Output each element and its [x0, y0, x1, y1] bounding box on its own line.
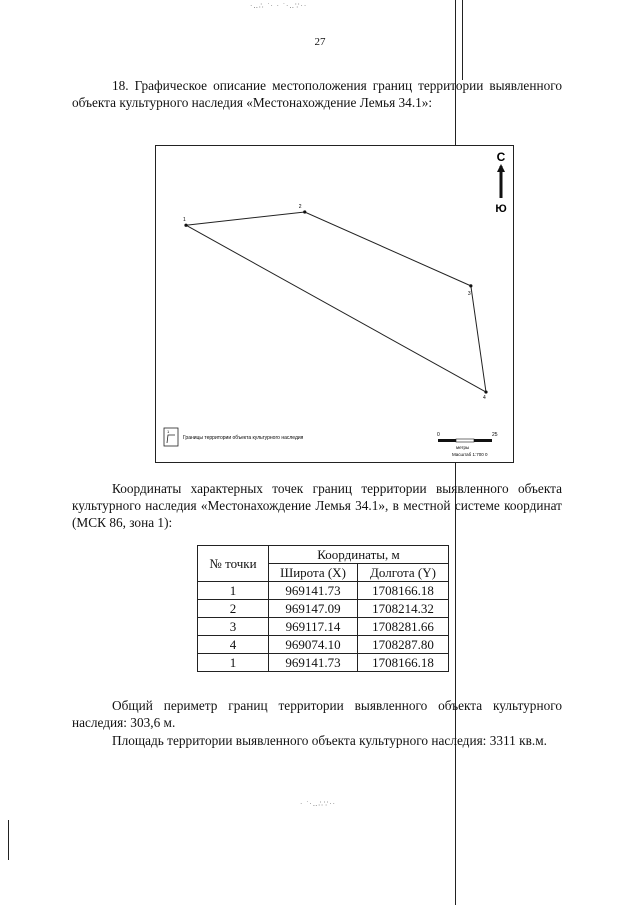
boundary-point-4: [484, 390, 487, 393]
boundary-point-1: [184, 224, 187, 227]
scale-bar: [437, 432, 498, 457]
cell-point: 3: [198, 618, 269, 636]
page-number: 27: [314, 36, 326, 48]
legend-text: Границы территории объекта культурного наследия: [183, 435, 304, 441]
cell-point: 2: [198, 600, 269, 618]
cell-y: 1708166.18: [358, 654, 449, 672]
cell-point: 1: [198, 582, 269, 600]
boundary-point-label-2: 2: [298, 204, 302, 210]
scale-text: Масштаб 1:700 0: [452, 452, 488, 457]
scale-start-label: 0: [437, 432, 440, 438]
boundary-point-3: [469, 284, 472, 287]
cell-point: 4: [198, 636, 269, 654]
legend-marker-label: 1: [167, 429, 170, 434]
table-row: [198, 600, 449, 618]
coords-intro: Координаты характерных точек границ территории выявленного объекта культурного наследия «Местонахождение Лемья 34.1», в местной системе координат (МСК 86, зона 1):: [72, 481, 562, 530]
cell-y: 1708214.32: [358, 600, 449, 618]
cell-x: 969141.73: [269, 582, 358, 600]
header-point: № точки: [198, 546, 269, 582]
boundary-point-label-3: 3: [467, 290, 471, 297]
table-row: [198, 654, 449, 672]
cell-x: 969141.73: [269, 654, 358, 672]
cell-y: 1708281.66: [358, 618, 449, 636]
table-row: [198, 582, 449, 600]
north-arrow: [495, 150, 506, 215]
boundary-point-label-4: 4: [483, 395, 486, 402]
area-text: Площадь территории выявленного объекта культурного наследия: 3311 кв.м.: [112, 733, 547, 748]
scale-unit-label: метры: [456, 445, 470, 450]
boundary-polygon: [186, 212, 486, 392]
cell-y: 1708287.80: [358, 636, 449, 654]
south-label: Ю: [495, 203, 507, 215]
scan-edge-mark: [8, 820, 9, 860]
header-coords: Координаты, м: [269, 546, 449, 564]
table-row: [198, 636, 449, 654]
header-lat: Широта (X): [269, 564, 358, 582]
perimeter-text: Общий периметр границ территории выявленного объекта культурного наследия: 303,6 м.: [72, 698, 562, 730]
scan-noise-bottom: · ˙·‥∴∵··: [300, 800, 336, 808]
header-lon: Долгота (Y): [358, 564, 449, 582]
boundary-point-2: [303, 210, 306, 213]
table-row: [198, 618, 449, 636]
scan-noise-top: ·‥∴ ˙· · ˙·‥∵··: [250, 2, 308, 10]
boundary-map-svg: [156, 146, 513, 462]
section-heading: 18. Графическое описание местоположения границ территории выявленного объекта культурного наследия «Местонахождение Лемья 34.1»:: [72, 78, 562, 110]
boundary-point-label-1: 1: [183, 217, 186, 224]
cell-point: 1: [198, 654, 269, 672]
north-label: С: [496, 150, 506, 164]
map-legend: [164, 428, 304, 446]
cell-x: 969147.09: [269, 600, 358, 618]
coordinates-table: [197, 545, 449, 672]
table-header-row: [198, 546, 449, 564]
cell-y: 1708166.18: [358, 582, 449, 600]
cell-x: 969074.10: [269, 636, 358, 654]
scale-end-label: 25: [492, 432, 498, 438]
legend-symbol: [167, 435, 175, 443]
boundary-map: [155, 145, 514, 463]
cell-x: 969117.14: [269, 618, 358, 636]
